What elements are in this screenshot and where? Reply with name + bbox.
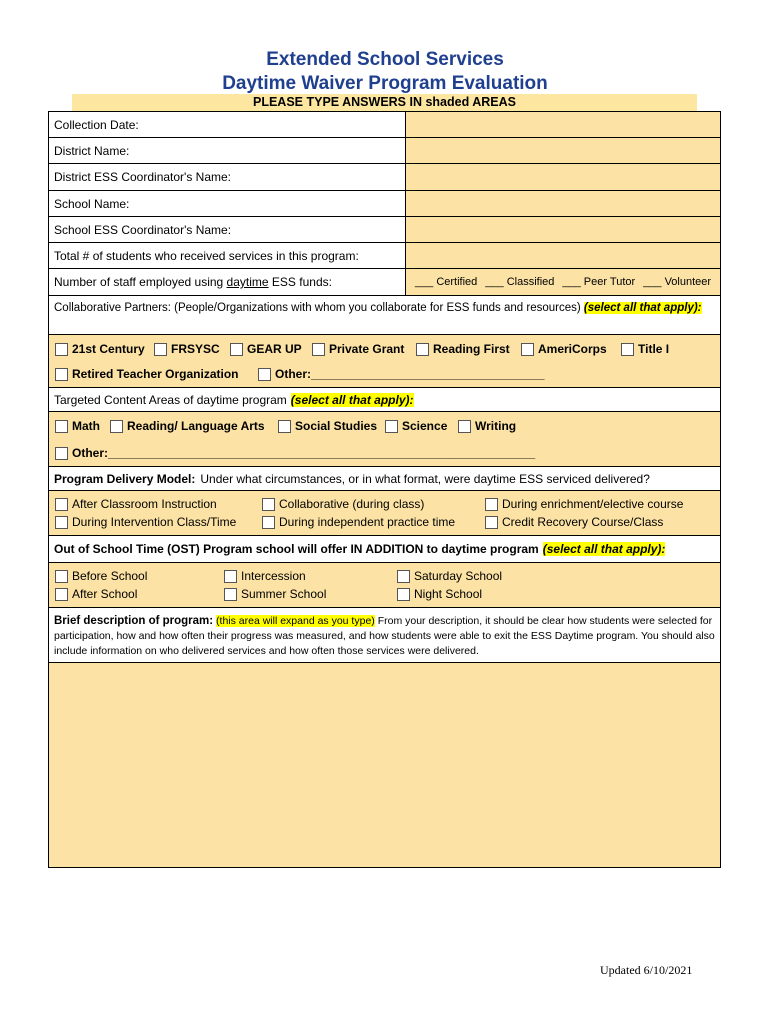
field-label: District Name: — [49, 138, 406, 163]
evaluation-form — [48, 111, 721, 868]
delivery-enrichment[interactable] — [485, 497, 683, 511]
staff-certified: ___ Certified — [414, 276, 478, 288]
content-science[interactable] — [385, 419, 447, 433]
field-label: Total # of students who received services in this program: — [49, 243, 406, 268]
ost-after-school[interactable] — [55, 587, 137, 601]
description-input[interactable] — [49, 663, 720, 867]
content-heading-row — [49, 388, 720, 412]
field-row — [49, 164, 720, 191]
delivery-credit-recovery[interactable] — [485, 515, 663, 529]
content-heading: Targeted Content Areas of daytime program — [54, 392, 287, 407]
partner-other[interactable] — [258, 367, 545, 381]
field-label: Collection Date: — [49, 112, 406, 137]
updated-date: Updated 6/10/2021 — [600, 963, 693, 977]
checkbox-icon[interactable] — [258, 368, 271, 381]
option-label: Collaborative (during class) — [279, 497, 425, 511]
checkbox-icon[interactable] — [521, 343, 534, 356]
option-label: After School — [72, 587, 138, 601]
partners-heading-row — [49, 296, 720, 335]
description-heading: Brief description of program: — [54, 615, 214, 627]
delivery-heading-row — [49, 467, 720, 491]
content-note: (select all that apply): — [290, 392, 414, 407]
option-label: Title I — [638, 342, 670, 356]
checkbox-icon[interactable] — [55, 588, 68, 601]
ost-intercession[interactable] — [224, 569, 306, 583]
partner-frsysc[interactable] — [154, 342, 220, 356]
delivery-options-row — [49, 491, 720, 536]
option-label: Summer School — [241, 587, 327, 601]
partners-heading: Collaborative Partners: (People/Organizations with whom you collaborate for ESS funds and resources) — [54, 302, 581, 314]
delivery-question: Under what circumstances, or in what format, were daytime ESS serviced delivered? — [200, 471, 650, 486]
checkbox-icon[interactable] — [278, 420, 291, 433]
partner-21st-century[interactable] — [55, 342, 145, 356]
staff-label-post: ESS funds: — [268, 275, 332, 289]
checkbox-icon[interactable] — [230, 343, 243, 356]
field-label: School Name: — [49, 191, 406, 216]
option-label: 21st Century — [72, 342, 145, 356]
ost-saturday-school[interactable] — [397, 569, 502, 583]
delivery-after-classroom[interactable] — [55, 497, 217, 511]
title-line-1: Extended School Services — [266, 49, 504, 70]
staff-label-pre: Number of staff employed using — [54, 275, 227, 289]
checkbox-icon[interactable] — [262, 516, 275, 529]
partner-reading-first[interactable] — [416, 342, 510, 356]
checkbox-icon[interactable] — [312, 343, 325, 356]
option-label: Other:___________________________________ — [275, 367, 545, 381]
option-label: Social Studies — [295, 419, 378, 433]
field-row — [49, 112, 720, 138]
checkbox-icon[interactable] — [224, 570, 237, 583]
checkbox-icon[interactable] — [485, 516, 498, 529]
content-options-row — [49, 412, 720, 467]
option-label: During enrichment/elective course — [502, 497, 684, 511]
option-label: After Classroom Instruction — [72, 497, 217, 511]
content-other[interactable] — [55, 446, 535, 460]
option-label: Writing — [475, 419, 517, 433]
description-heading-row — [49, 608, 720, 663]
ost-before-school[interactable] — [55, 569, 147, 583]
option-label: Saturday School — [414, 569, 503, 583]
checkbox-icon[interactable] — [55, 420, 68, 433]
option-label: Math — [72, 419, 100, 433]
field-row — [49, 243, 720, 269]
content-social-studies[interactable] — [278, 419, 377, 433]
ost-heading-row — [49, 536, 720, 563]
staff-peer-tutor: ___ Peer Tutor — [562, 276, 636, 288]
partners-note: (select all that apply): — [583, 302, 702, 314]
option-label: Before School — [72, 569, 148, 583]
staff-row — [49, 269, 720, 296]
option-label: Reading/ Language Arts — [127, 419, 265, 433]
district-coordinator-input[interactable] — [406, 164, 720, 190]
checkbox-icon[interactable] — [397, 588, 410, 601]
option-label: Intercession — [241, 569, 306, 583]
option-label: Night School — [414, 587, 483, 601]
field-label: District ESS Coordinator's Name: — [49, 164, 406, 190]
ost-options-row — [49, 563, 720, 608]
option-label: Science — [402, 419, 448, 433]
delivery-heading: Program Delivery Model: — [54, 471, 196, 486]
checkbox-icon[interactable] — [55, 368, 68, 381]
checkbox-icon[interactable] — [224, 588, 237, 601]
partners-options-row — [49, 335, 720, 388]
content-reading[interactable] — [110, 419, 265, 433]
checkbox-icon[interactable] — [55, 343, 68, 356]
option-label: GEAR UP — [247, 342, 302, 356]
field-row — [49, 217, 720, 243]
option-label: Private Grant — [329, 342, 405, 356]
checkbox-icon[interactable] — [55, 516, 68, 529]
delivery-collaborative[interactable] — [262, 497, 424, 511]
option-label: Other:________________________________________________________________ — [72, 446, 536, 460]
staff-label — [49, 269, 406, 295]
partner-title-i[interactable] — [621, 342, 669, 356]
checkbox-icon[interactable] — [55, 447, 68, 460]
ost-heading: Out of School Time (OST) Program school will offer IN ADDITION to daytime program — [54, 542, 539, 556]
checkbox-icon[interactable] — [416, 343, 429, 356]
delivery-intervention[interactable] — [55, 515, 236, 529]
partner-private-grant[interactable] — [312, 342, 404, 356]
partner-gear-up[interactable] — [230, 342, 302, 356]
staff-input[interactable] — [406, 269, 720, 295]
checkbox-icon[interactable] — [458, 420, 471, 433]
partner-retired-teacher[interactable] — [55, 367, 238, 381]
checkbox-icon[interactable] — [110, 420, 123, 433]
checkbox-icon[interactable] — [55, 570, 68, 583]
total-students-input[interactable] — [406, 243, 720, 268]
checkbox-icon[interactable] — [55, 498, 68, 511]
title-line-2: Daytime Waiver Program Evaluation — [222, 73, 548, 94]
option-label: Retired Teacher Organization — [72, 367, 239, 381]
content-math[interactable] — [55, 419, 100, 433]
option-label: Credit Recovery Course/Class — [502, 515, 664, 529]
field-row — [49, 138, 720, 164]
checkbox-icon[interactable] — [262, 498, 275, 511]
field-row — [49, 191, 720, 217]
content-writing[interactable] — [458, 419, 516, 433]
option-label: Reading First — [433, 342, 510, 356]
field-label: School ESS Coordinator's Name: — [49, 217, 406, 242]
option-label: AmeriCorps — [538, 342, 607, 356]
checkbox-icon[interactable] — [485, 498, 498, 511]
checkbox-icon[interactable] — [154, 343, 167, 356]
checkbox-icon[interactable] — [385, 420, 398, 433]
instruction-banner: PLEASE TYPE ANSWERS IN shaded AREAS — [72, 94, 697, 111]
ost-note: (select all that apply): — [542, 542, 666, 556]
option-label: FRSYSC — [171, 342, 220, 356]
staff-volunteer: ___ Volunteer — [643, 276, 712, 288]
staff-label-underlined: daytime — [226, 275, 269, 289]
checkbox-icon[interactable] — [397, 570, 410, 583]
staff-classified: ___ Classified — [485, 276, 555, 288]
collection-date-input[interactable] — [406, 112, 720, 137]
option-label: During independent practice time — [279, 515, 456, 529]
school-name-input[interactable] — [406, 191, 720, 216]
partner-americorps[interactable] — [521, 342, 607, 356]
school-coordinator-input[interactable] — [406, 217, 720, 242]
option-label: During Intervention Class/Time — [72, 515, 237, 529]
description-text: From your description, it should be clear how students were selected for participation, how and how often their progress was measured, and how students were able to exit the ESS Daytime program. You should also include information on who delivered services and how often those services were delivered. — [54, 615, 715, 657]
checkbox-icon[interactable] — [621, 343, 634, 356]
description-note: (this area will expand as you type) — [216, 615, 375, 627]
ost-night-school[interactable] — [397, 587, 482, 601]
delivery-independent-practice[interactable] — [262, 515, 455, 529]
ost-summer-school[interactable] — [224, 587, 326, 601]
district-name-input[interactable] — [406, 138, 720, 163]
